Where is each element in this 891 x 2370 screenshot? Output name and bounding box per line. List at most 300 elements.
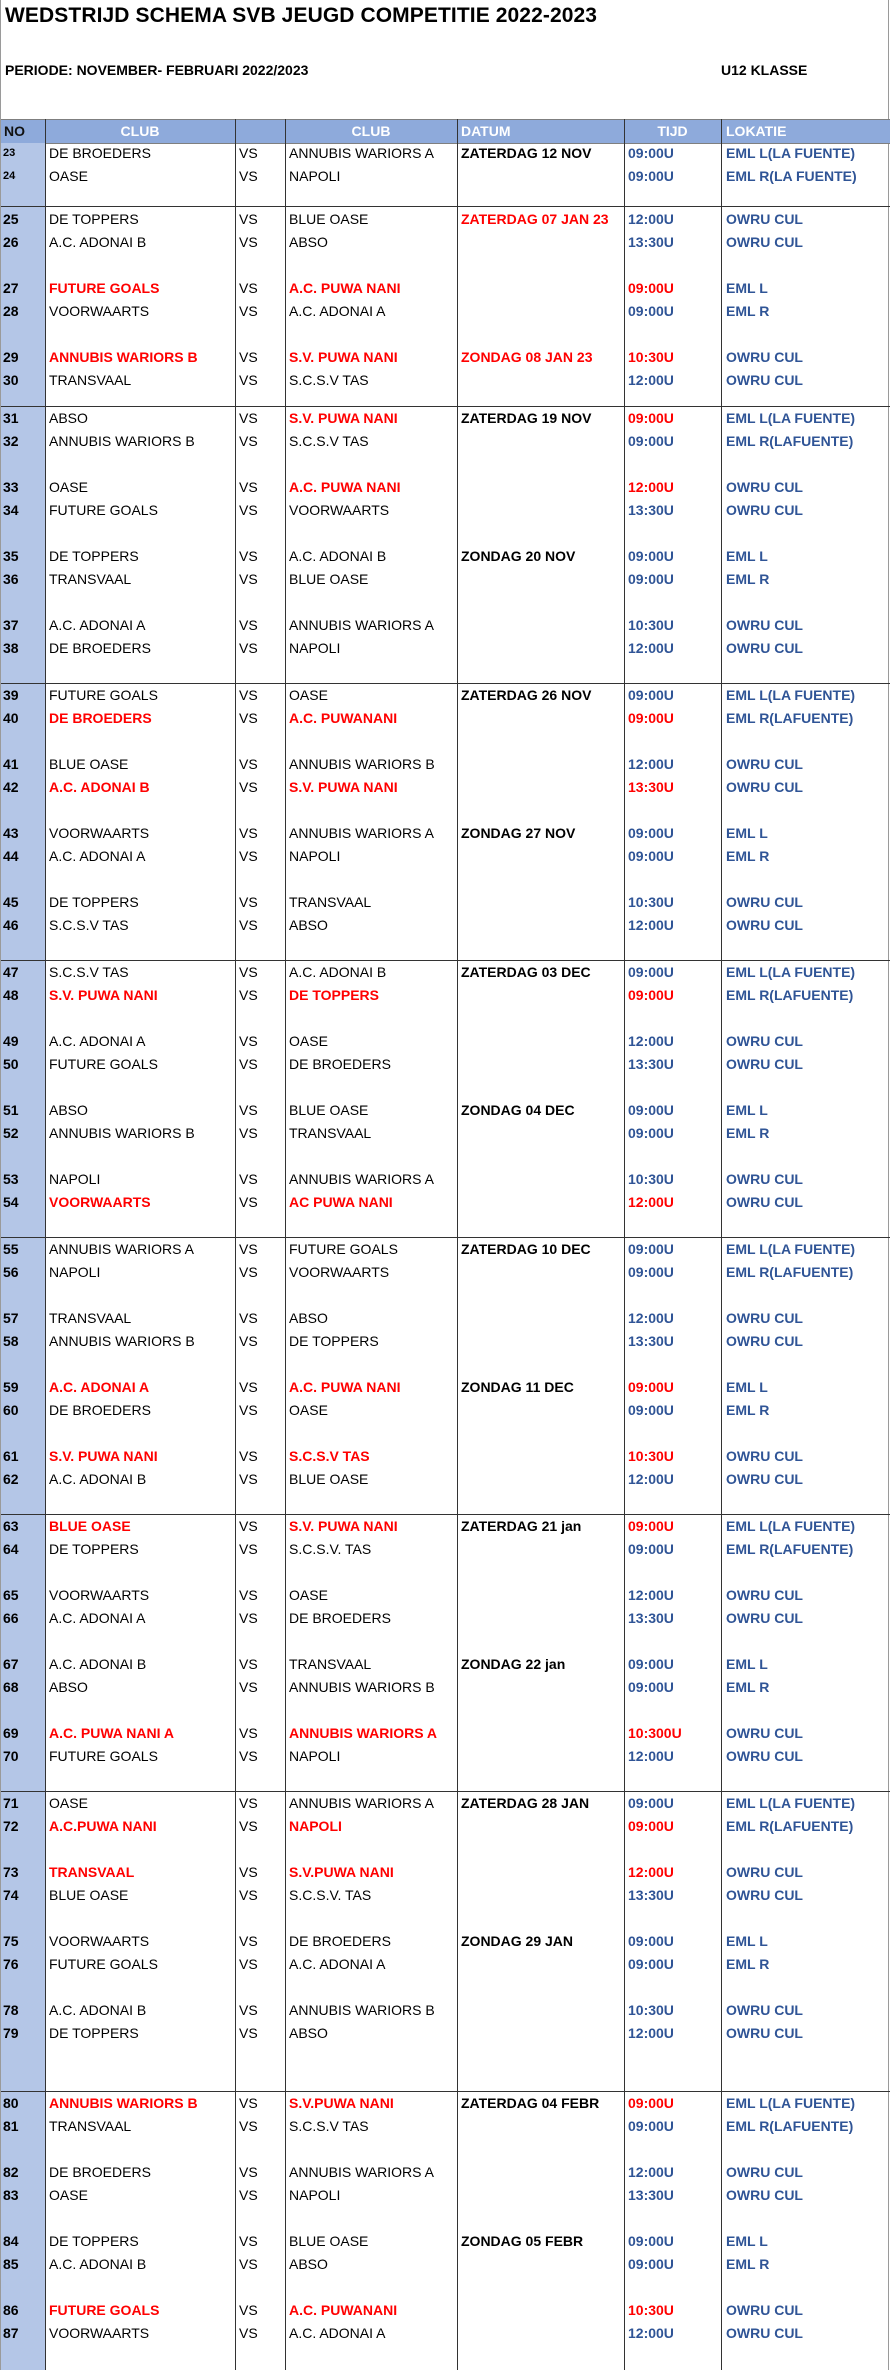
match-number: 43 bbox=[3, 825, 19, 841]
match-location: OWRU CUL bbox=[726, 502, 803, 518]
match-number: 50 bbox=[3, 1056, 19, 1072]
vs-label: VS bbox=[239, 2187, 258, 2203]
match-number: 65 bbox=[3, 1587, 19, 1603]
match-number: 39 bbox=[3, 687, 19, 703]
match-time: 09:00U bbox=[628, 687, 674, 703]
vs-label: VS bbox=[239, 1587, 258, 1603]
home-club: VOORWAARTS bbox=[49, 303, 150, 319]
match-number: 58 bbox=[3, 1333, 19, 1349]
match-number: 74 bbox=[3, 1887, 19, 1903]
home-club: VOORWAARTS bbox=[49, 1933, 150, 1949]
match-date: ZONDAG 22 jan bbox=[461, 1656, 566, 1672]
away-club: ANNUBIS WARIORS B bbox=[289, 1679, 435, 1695]
away-club: BLUE OASE bbox=[289, 1102, 369, 1118]
match-number: 42 bbox=[3, 779, 19, 795]
section-divider bbox=[1, 2091, 890, 2092]
match-time: 09:00U bbox=[628, 1241, 674, 1257]
away-club: DE BROEDERS bbox=[289, 1056, 391, 1072]
match-number: 48 bbox=[3, 987, 19, 1003]
match-location: OWRU CUL bbox=[726, 479, 803, 495]
match-location: OWRU CUL bbox=[726, 1887, 803, 1903]
home-club: ANNUBIS WARIORS A bbox=[49, 1241, 194, 1257]
match-time: 10:30U bbox=[628, 349, 674, 365]
vs-label: VS bbox=[239, 1102, 258, 1118]
page-title: WEDSTRIJD SCHEMA SVB JEUGD COMPETITIE 2022-2023 bbox=[5, 4, 598, 27]
match-number: 49 bbox=[3, 1033, 19, 1049]
match-time: 09:00U bbox=[628, 1518, 674, 1534]
match-number: 72 bbox=[3, 1818, 19, 1834]
home-club: OASE bbox=[49, 1795, 88, 1811]
match-location: OWRU CUL bbox=[726, 1310, 803, 1326]
match-location: EML R bbox=[726, 303, 770, 319]
home-club: VOORWAARTS bbox=[49, 2325, 150, 2341]
match-number: 61 bbox=[3, 1448, 19, 1464]
match-number: 28 bbox=[3, 303, 19, 319]
home-club: A.C. ADONAI A bbox=[49, 617, 146, 633]
away-club: S.V. PUWA NANI bbox=[289, 779, 398, 795]
match-number: 82 bbox=[3, 2164, 19, 2180]
match-time: 09:00U bbox=[628, 433, 674, 449]
match-location: EML L bbox=[726, 1656, 768, 1672]
match-location: EML R bbox=[726, 2256, 770, 2272]
vs-label: VS bbox=[239, 1402, 258, 1418]
match-location: OWRU CUL bbox=[726, 2187, 803, 2203]
vs-label: VS bbox=[239, 1264, 258, 1280]
vs-label: VS bbox=[239, 756, 258, 772]
home-club: ANNUBIS WARIORS B bbox=[49, 1333, 195, 1349]
match-location: OWRU CUL bbox=[726, 2025, 803, 2041]
away-club: AC PUWA NANI bbox=[289, 1194, 393, 1210]
away-club: ABSO bbox=[289, 1310, 328, 1326]
match-time: 12:00U bbox=[628, 479, 674, 495]
match-time: 09:00U bbox=[628, 2233, 674, 2249]
away-club: ABSO bbox=[289, 2256, 328, 2272]
match-location: OWRU CUL bbox=[726, 1471, 803, 1487]
home-club: S.V. PUWA NANI bbox=[49, 987, 158, 1003]
home-club: S.C.S.V TAS bbox=[49, 917, 129, 933]
match-date: ZONDAG 08 JAN 23 bbox=[461, 349, 593, 365]
away-club: ABSO bbox=[289, 2025, 328, 2041]
column-divider bbox=[457, 119, 458, 2370]
match-time: 12:00U bbox=[628, 1748, 674, 1764]
match-number: 55 bbox=[3, 1241, 19, 1257]
vs-label: VS bbox=[239, 1795, 258, 1811]
header-tijd: TIJD bbox=[657, 123, 688, 139]
home-club: A.C.PUWA NANI bbox=[49, 1818, 157, 1834]
match-number: 51 bbox=[3, 1102, 19, 1118]
match-time: 10:30U bbox=[628, 2002, 674, 2018]
match-time: 09:00U bbox=[628, 1379, 674, 1395]
match-location: EML R bbox=[726, 1125, 770, 1141]
match-time: 13:30U bbox=[628, 234, 674, 250]
away-club: S.C.S.V. TAS bbox=[289, 1887, 372, 1903]
away-club: S.V. PUWA NANI bbox=[289, 1518, 398, 1534]
match-time: 09:00U bbox=[628, 987, 674, 1003]
vs-label: VS bbox=[239, 987, 258, 1003]
match-number: 62 bbox=[3, 1471, 19, 1487]
match-location: OWRU CUL bbox=[726, 211, 803, 227]
match-number: 56 bbox=[3, 1264, 19, 1280]
away-club: BLUE OASE bbox=[289, 211, 369, 227]
home-club: DE BROEDERS bbox=[49, 145, 151, 161]
away-club: NAPOLI bbox=[289, 640, 341, 656]
match-time: 13:30U bbox=[628, 1056, 674, 1072]
match-date: ZONDAG 11 DEC bbox=[461, 1379, 574, 1395]
match-location: EML L bbox=[726, 825, 768, 841]
vs-label: VS bbox=[239, 848, 258, 864]
match-time: 12:00U bbox=[628, 917, 674, 933]
match-number: 66 bbox=[3, 1610, 19, 1626]
match-time: 09:00U bbox=[628, 548, 674, 564]
section-divider bbox=[1, 960, 890, 961]
vs-label: VS bbox=[239, 2118, 258, 2134]
vs-label: VS bbox=[239, 1056, 258, 1072]
home-club: ANNUBIS WARIORS B bbox=[49, 433, 195, 449]
match-time: 13:30U bbox=[628, 502, 674, 518]
away-club: ANNUBIS WARIORS A bbox=[289, 1725, 438, 1741]
home-club: ABSO bbox=[49, 410, 88, 426]
match-time: 13:30U bbox=[628, 1333, 674, 1349]
match-date: ZATERDAG 10 DEC bbox=[461, 1241, 591, 1257]
match-location: OWRU CUL bbox=[726, 1864, 803, 1880]
match-date: ZATERDAG 28 JAN bbox=[461, 1795, 590, 1811]
away-club: ANNUBIS WARIORS A bbox=[289, 825, 434, 841]
vs-label: VS bbox=[239, 168, 258, 184]
match-number: 40 bbox=[3, 710, 19, 726]
match-location: OWRU CUL bbox=[726, 1448, 803, 1464]
match-time: 09:00U bbox=[628, 410, 674, 426]
match-number: 52 bbox=[3, 1125, 19, 1141]
klasse-label: U12 KLASSE bbox=[721, 62, 808, 78]
match-number: 37 bbox=[3, 617, 19, 633]
match-number: 69 bbox=[3, 1725, 19, 1741]
header-no: NO bbox=[4, 123, 25, 139]
vs-label: VS bbox=[239, 825, 258, 841]
vs-label: VS bbox=[239, 1864, 258, 1880]
match-number: 25 bbox=[3, 211, 19, 227]
match-time: 09:00U bbox=[628, 964, 674, 980]
match-number: 63 bbox=[3, 1518, 19, 1534]
match-location: OWRU CUL bbox=[726, 1725, 803, 1741]
match-location: EML L bbox=[726, 548, 768, 564]
vs-label: VS bbox=[239, 710, 258, 726]
match-number: 70 bbox=[3, 1748, 19, 1764]
vs-label: VS bbox=[239, 2256, 258, 2272]
match-time: 09:00U bbox=[628, 2095, 674, 2111]
header-lokatie: LOKATIE bbox=[726, 123, 787, 139]
away-club: S.V. PUWA NANI bbox=[289, 410, 398, 426]
home-club: BLUE OASE bbox=[49, 756, 129, 772]
match-date: ZATERDAG 04 FEBR bbox=[461, 2095, 600, 2111]
match-location: OWRU CUL bbox=[726, 2164, 803, 2180]
match-location: EML R(LAFUENTE) bbox=[726, 433, 854, 449]
away-club: NAPOLI bbox=[289, 2187, 341, 2203]
vs-label: VS bbox=[239, 917, 258, 933]
vs-label: VS bbox=[239, 1725, 258, 1741]
match-number: 67 bbox=[3, 1656, 19, 1672]
away-club: A.C. ADONAI A bbox=[289, 303, 386, 319]
home-club: FUTURE GOALS bbox=[49, 1056, 158, 1072]
match-location: OWRU CUL bbox=[726, 1610, 803, 1626]
away-club: NAPOLI bbox=[289, 168, 341, 184]
away-club: TRANSVAAL bbox=[289, 1125, 372, 1141]
vs-label: VS bbox=[239, 1818, 258, 1834]
away-club: NAPOLI bbox=[289, 848, 341, 864]
match-date: ZONDAG 05 FEBR bbox=[461, 2233, 584, 2249]
match-location: EML R(LAFUENTE) bbox=[726, 987, 854, 1003]
home-club: DE BROEDERS bbox=[49, 1402, 151, 1418]
away-club: S.C.S.V TAS bbox=[289, 2118, 369, 2134]
home-club: FUTURE GOALS bbox=[49, 1956, 158, 1972]
match-date: ZONDAG 20 NOV bbox=[461, 548, 576, 564]
match-time: 12:00U bbox=[628, 756, 674, 772]
away-club: A.C. ADONAI B bbox=[289, 964, 387, 980]
match-location: EML R(LAFUENTE) bbox=[726, 1264, 854, 1280]
match-location: EML L bbox=[726, 280, 768, 296]
header-club-away: CLUB bbox=[351, 123, 391, 139]
home-club: A.C. ADONAI B bbox=[49, 2002, 147, 2018]
match-time: 10:30U bbox=[628, 617, 674, 633]
vs-label: VS bbox=[239, 1887, 258, 1903]
away-club: A.C. ADONAI A bbox=[289, 2325, 386, 2341]
vs-label: VS bbox=[239, 1748, 258, 1764]
match-location: OWRU CUL bbox=[726, 917, 803, 933]
match-location: EML L bbox=[726, 2233, 768, 2249]
vs-label: VS bbox=[239, 640, 258, 656]
column-divider bbox=[45, 119, 46, 2370]
match-time: 13:30U bbox=[628, 1887, 674, 1903]
match-time: 09:00U bbox=[628, 1656, 674, 1672]
match-location: EML L bbox=[726, 1933, 768, 1949]
match-time: 09:00U bbox=[628, 2256, 674, 2272]
vs-label: VS bbox=[239, 2164, 258, 2180]
vs-label: VS bbox=[239, 1241, 258, 1257]
match-location: OWRU CUL bbox=[726, 1171, 803, 1187]
table-header bbox=[1, 119, 890, 144]
vs-label: VS bbox=[239, 234, 258, 250]
away-club: S.V.PUWA NANI bbox=[289, 1864, 394, 1880]
match-location: EML L(LA FUENTE) bbox=[726, 410, 856, 426]
away-club: OASE bbox=[289, 687, 328, 703]
away-club: FUTURE GOALS bbox=[289, 1241, 398, 1257]
vs-label: VS bbox=[239, 1125, 258, 1141]
away-club: BLUE OASE bbox=[289, 571, 369, 587]
home-club: FUTURE GOALS bbox=[49, 1748, 158, 1764]
section-divider bbox=[1, 683, 890, 684]
home-club: A.C. PUWA NANI A bbox=[49, 1725, 174, 1741]
home-club: ANNUBIS WARIORS B bbox=[49, 2095, 198, 2111]
match-time: 09:00U bbox=[628, 280, 674, 296]
match-time: 12:00U bbox=[628, 1310, 674, 1326]
match-number: 32 bbox=[3, 433, 19, 449]
vs-label: VS bbox=[239, 1194, 258, 1210]
match-time: 09:00U bbox=[628, 1541, 674, 1557]
match-location: EML L bbox=[726, 1102, 768, 1118]
home-club: VOORWAARTS bbox=[49, 1194, 151, 1210]
home-club: FUTURE GOALS bbox=[49, 502, 158, 518]
match-location: EML L(LA FUENTE) bbox=[726, 687, 856, 703]
vs-label: VS bbox=[239, 687, 258, 703]
away-club: A.C. ADONAI B bbox=[289, 548, 387, 564]
away-club: S.V.PUWA NANI bbox=[289, 2095, 394, 2111]
home-club: ABSO bbox=[49, 1102, 88, 1118]
match-date: ZATERDAG 12 NOV bbox=[461, 145, 592, 161]
vs-label: VS bbox=[239, 1379, 258, 1395]
vs-label: VS bbox=[239, 2302, 258, 2318]
match-time: 13:30U bbox=[628, 2187, 674, 2203]
match-number: 36 bbox=[3, 571, 19, 587]
match-number: 73 bbox=[3, 1864, 19, 1880]
header-club-home: CLUB bbox=[120, 123, 160, 139]
match-location: OWRU CUL bbox=[726, 1056, 803, 1072]
match-location: OWRU CUL bbox=[726, 894, 803, 910]
match-time: 09:00U bbox=[628, 1125, 674, 1141]
match-location: OWRU CUL bbox=[726, 2302, 803, 2318]
away-club: ANNUBIS WARIORS A bbox=[289, 145, 434, 161]
away-club: ANNUBIS WARIORS A bbox=[289, 2164, 434, 2180]
away-club: NAPOLI bbox=[289, 1748, 341, 1764]
vs-label: VS bbox=[239, 1679, 258, 1695]
match-time: 09:00U bbox=[628, 303, 674, 319]
match-time: 10:30U bbox=[628, 894, 674, 910]
match-number: 38 bbox=[3, 640, 19, 656]
match-date: ZONDAG 29 JAN bbox=[461, 1933, 574, 1949]
away-club: VOORWAARTS bbox=[289, 1264, 390, 1280]
match-time: 09:00U bbox=[628, 145, 674, 161]
match-time: 09:00U bbox=[628, 1956, 674, 1972]
vs-label: VS bbox=[239, 2025, 258, 2041]
home-club: A.C. ADONAI A bbox=[49, 848, 146, 864]
match-number: 57 bbox=[3, 1310, 19, 1326]
away-club: TRANSVAAL bbox=[289, 894, 372, 910]
column-divider bbox=[624, 119, 625, 2370]
vs-label: VS bbox=[239, 617, 258, 633]
match-number: 78 bbox=[3, 2002, 19, 2018]
home-club: OASE bbox=[49, 168, 88, 184]
home-club: OASE bbox=[49, 2187, 88, 2203]
vs-label: VS bbox=[239, 1518, 258, 1534]
match-location: OWRU CUL bbox=[726, 1587, 803, 1603]
match-time: 12:00U bbox=[628, 2025, 674, 2041]
away-club: BLUE OASE bbox=[289, 1471, 369, 1487]
match-time: 09:00U bbox=[628, 1402, 674, 1418]
away-club: DE BROEDERS bbox=[289, 1933, 391, 1949]
match-time: 10:300U bbox=[628, 1725, 682, 1741]
away-club: ABSO bbox=[289, 917, 328, 933]
match-time: 12:00U bbox=[628, 1471, 674, 1487]
home-club: OASE bbox=[49, 479, 88, 495]
column-divider bbox=[721, 119, 722, 2370]
match-number: 75 bbox=[3, 1933, 19, 1949]
match-location: OWRU CUL bbox=[726, 372, 803, 388]
away-club: TRANSVAAL bbox=[289, 1656, 372, 1672]
away-club: ABSO bbox=[289, 234, 328, 250]
match-number: 41 bbox=[3, 756, 19, 772]
home-club: FUTURE GOALS bbox=[49, 2302, 160, 2318]
match-date: ZATERDAG 07 JAN 23 bbox=[461, 211, 609, 227]
vs-label: VS bbox=[239, 1610, 258, 1626]
vs-label: VS bbox=[239, 303, 258, 319]
vs-label: VS bbox=[239, 1541, 258, 1557]
match-time: 12:00U bbox=[628, 211, 674, 227]
match-location: EML R(LAFUENTE) bbox=[726, 710, 854, 726]
match-location: OWRU CUL bbox=[726, 617, 803, 633]
home-club: TRANSVAAL bbox=[49, 2118, 132, 2134]
vs-label: VS bbox=[239, 1333, 258, 1349]
vs-label: VS bbox=[239, 1033, 258, 1049]
match-location: OWRU CUL bbox=[726, 2325, 803, 2341]
match-time: 09:00U bbox=[628, 825, 674, 841]
vs-label: VS bbox=[239, 1471, 258, 1487]
vs-label: VS bbox=[239, 145, 258, 161]
match-number: 81 bbox=[3, 2118, 19, 2134]
away-club: ANNUBIS WARIORS A bbox=[289, 617, 434, 633]
home-club: DE TOPPERS bbox=[49, 211, 139, 227]
vs-label: VS bbox=[239, 211, 258, 227]
home-club: A.C. ADONAI B bbox=[49, 1656, 147, 1672]
match-time: 09:00U bbox=[628, 1795, 674, 1811]
match-number: 84 bbox=[3, 2233, 19, 2249]
vs-label: VS bbox=[239, 1448, 258, 1464]
home-club: VOORWAARTS bbox=[49, 1587, 150, 1603]
match-time: 13:30U bbox=[628, 1610, 674, 1626]
match-time: 12:00U bbox=[628, 372, 674, 388]
match-time: 10:30U bbox=[628, 1171, 674, 1187]
match-number: 60 bbox=[3, 1402, 19, 1418]
match-location: OWRU CUL bbox=[726, 640, 803, 656]
home-club: ABSO bbox=[49, 1679, 88, 1695]
vs-label: VS bbox=[239, 433, 258, 449]
match-time: 12:00U bbox=[628, 1587, 674, 1603]
vs-label: VS bbox=[239, 502, 258, 518]
match-time: 09:00U bbox=[628, 710, 674, 726]
match-location: OWRU CUL bbox=[726, 779, 803, 795]
vs-label: VS bbox=[239, 410, 258, 426]
away-club: VOORWAARTS bbox=[289, 502, 390, 518]
match-number: 71 bbox=[3, 1795, 19, 1811]
match-time: 09:00U bbox=[628, 1933, 674, 1949]
home-club: DE BROEDERS bbox=[49, 2164, 151, 2180]
away-club: S.C.S.V TAS bbox=[289, 433, 369, 449]
home-club: S.V. PUWA NANI bbox=[49, 1448, 158, 1464]
match-time: 09:00U bbox=[628, 1264, 674, 1280]
match-number: 29 bbox=[3, 349, 19, 365]
home-club: NAPOLI bbox=[49, 1264, 101, 1280]
match-date: ZONDAG 04 DEC bbox=[461, 1102, 575, 1118]
match-number: 80 bbox=[3, 2095, 19, 2111]
away-club: A.C. PUWA NANI bbox=[289, 280, 401, 296]
match-time: 09:00U bbox=[628, 1679, 674, 1695]
home-club: TRANSVAAL bbox=[49, 372, 132, 388]
match-number: 34 bbox=[3, 502, 19, 518]
home-club: TRANSVAAL bbox=[49, 571, 132, 587]
match-number: 47 bbox=[3, 964, 19, 980]
vs-label: VS bbox=[239, 1310, 258, 1326]
match-time: 13:30U bbox=[628, 779, 674, 795]
match-time: 09:00U bbox=[628, 1818, 674, 1834]
home-club: A.C. ADONAI B bbox=[49, 234, 147, 250]
away-club: ANNUBIS WARIORS B bbox=[289, 2002, 435, 2018]
vs-label: VS bbox=[239, 2233, 258, 2249]
match-number: 79 bbox=[3, 2025, 19, 2041]
away-club: ANNUBIS WARIORS A bbox=[289, 1171, 434, 1187]
match-location: EML R bbox=[726, 1956, 770, 1972]
home-club: A.C. ADONAI A bbox=[49, 1379, 150, 1395]
match-time: 10:30U bbox=[628, 2302, 674, 2318]
vs-label: VS bbox=[239, 1171, 258, 1187]
section-divider bbox=[1, 1514, 890, 1515]
vs-label: VS bbox=[239, 2325, 258, 2341]
